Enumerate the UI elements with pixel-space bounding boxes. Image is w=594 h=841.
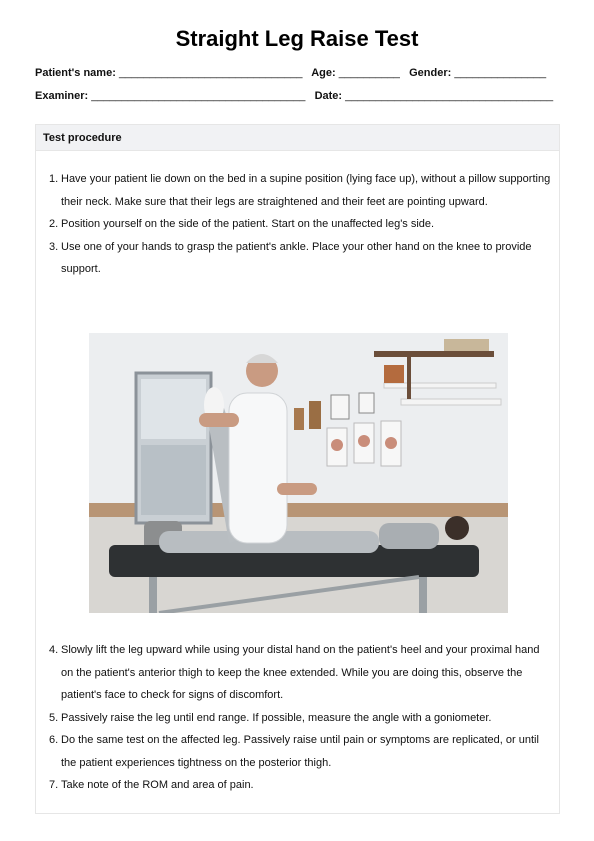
age-label: Age: [311,67,336,79]
step-text: Have your patient lie down on the bed in a supine position (lying face up), without a pillow supporting their neck. Make sure that their legs are straightened and their feet are pointing upward. [61,173,551,208]
step-number: 5. [49,711,59,724]
step-text: Passively raise the leg until end range. If possible, measure the angle with a goniometer. [61,711,492,724]
page-title: Straight Leg Raise Test [175,26,419,51]
step-text: Do the same test on the affected leg. Passively raise until pain or symptoms are replicated, or until the patient experiences tightness on the posterior thigh. [61,734,539,769]
age-field[interactable]: __________ [338,67,400,79]
gender-label: Gender: [409,67,452,79]
step-number: 2. [49,218,59,230]
list-item [49,774,551,797]
patient-info-row [35,67,560,79]
step-text: Position yourself on the side of the patient. Start on the unaffected leg's side. [61,218,435,230]
list-item [49,707,551,730]
step-number: 1. [49,173,59,185]
steps-list-after-image [49,639,551,797]
step-text: Take note of the ROM and area of pain. [61,779,254,791]
patient-name-label: Patient's name: [35,67,116,79]
step-text: Slowly lift the leg upward while using your distal hand on the patient's heel and your proximal hand on the patient's anterior thigh to keep the knee extended. While you are doing this, observe the patient's face to check for signs of discomfort. [61,644,540,701]
step-number: 3. [49,240,59,253]
procedure-photo [89,333,508,613]
list-item [49,729,551,774]
steps-list-before-image [49,168,551,281]
patient-name-field[interactable]: ______________________________ [118,67,303,79]
test-procedure-section [35,124,560,814]
section-heading: Test procedure [36,125,559,151]
list-item [49,236,551,281]
list-item [49,213,551,236]
photo-illustration [89,333,508,613]
date-label: Date: [314,90,343,102]
step-number: 7. [49,779,59,791]
gender-field[interactable]: _______________ [454,67,547,79]
step-text: Use one of your hands to grasp the patient's ankle. Place your other hand on the knee to provide support. [61,240,532,275]
step-number: 4. [49,644,59,656]
list-item [49,168,551,213]
examiner-info-row [35,90,560,102]
step-number: 6. [49,734,59,746]
examiner-label: Examiner: [35,90,89,102]
list-item [49,639,551,707]
examiner-field[interactable]: ___________________________________ [91,90,306,102]
date-field[interactable]: __________________________________ [345,90,554,102]
